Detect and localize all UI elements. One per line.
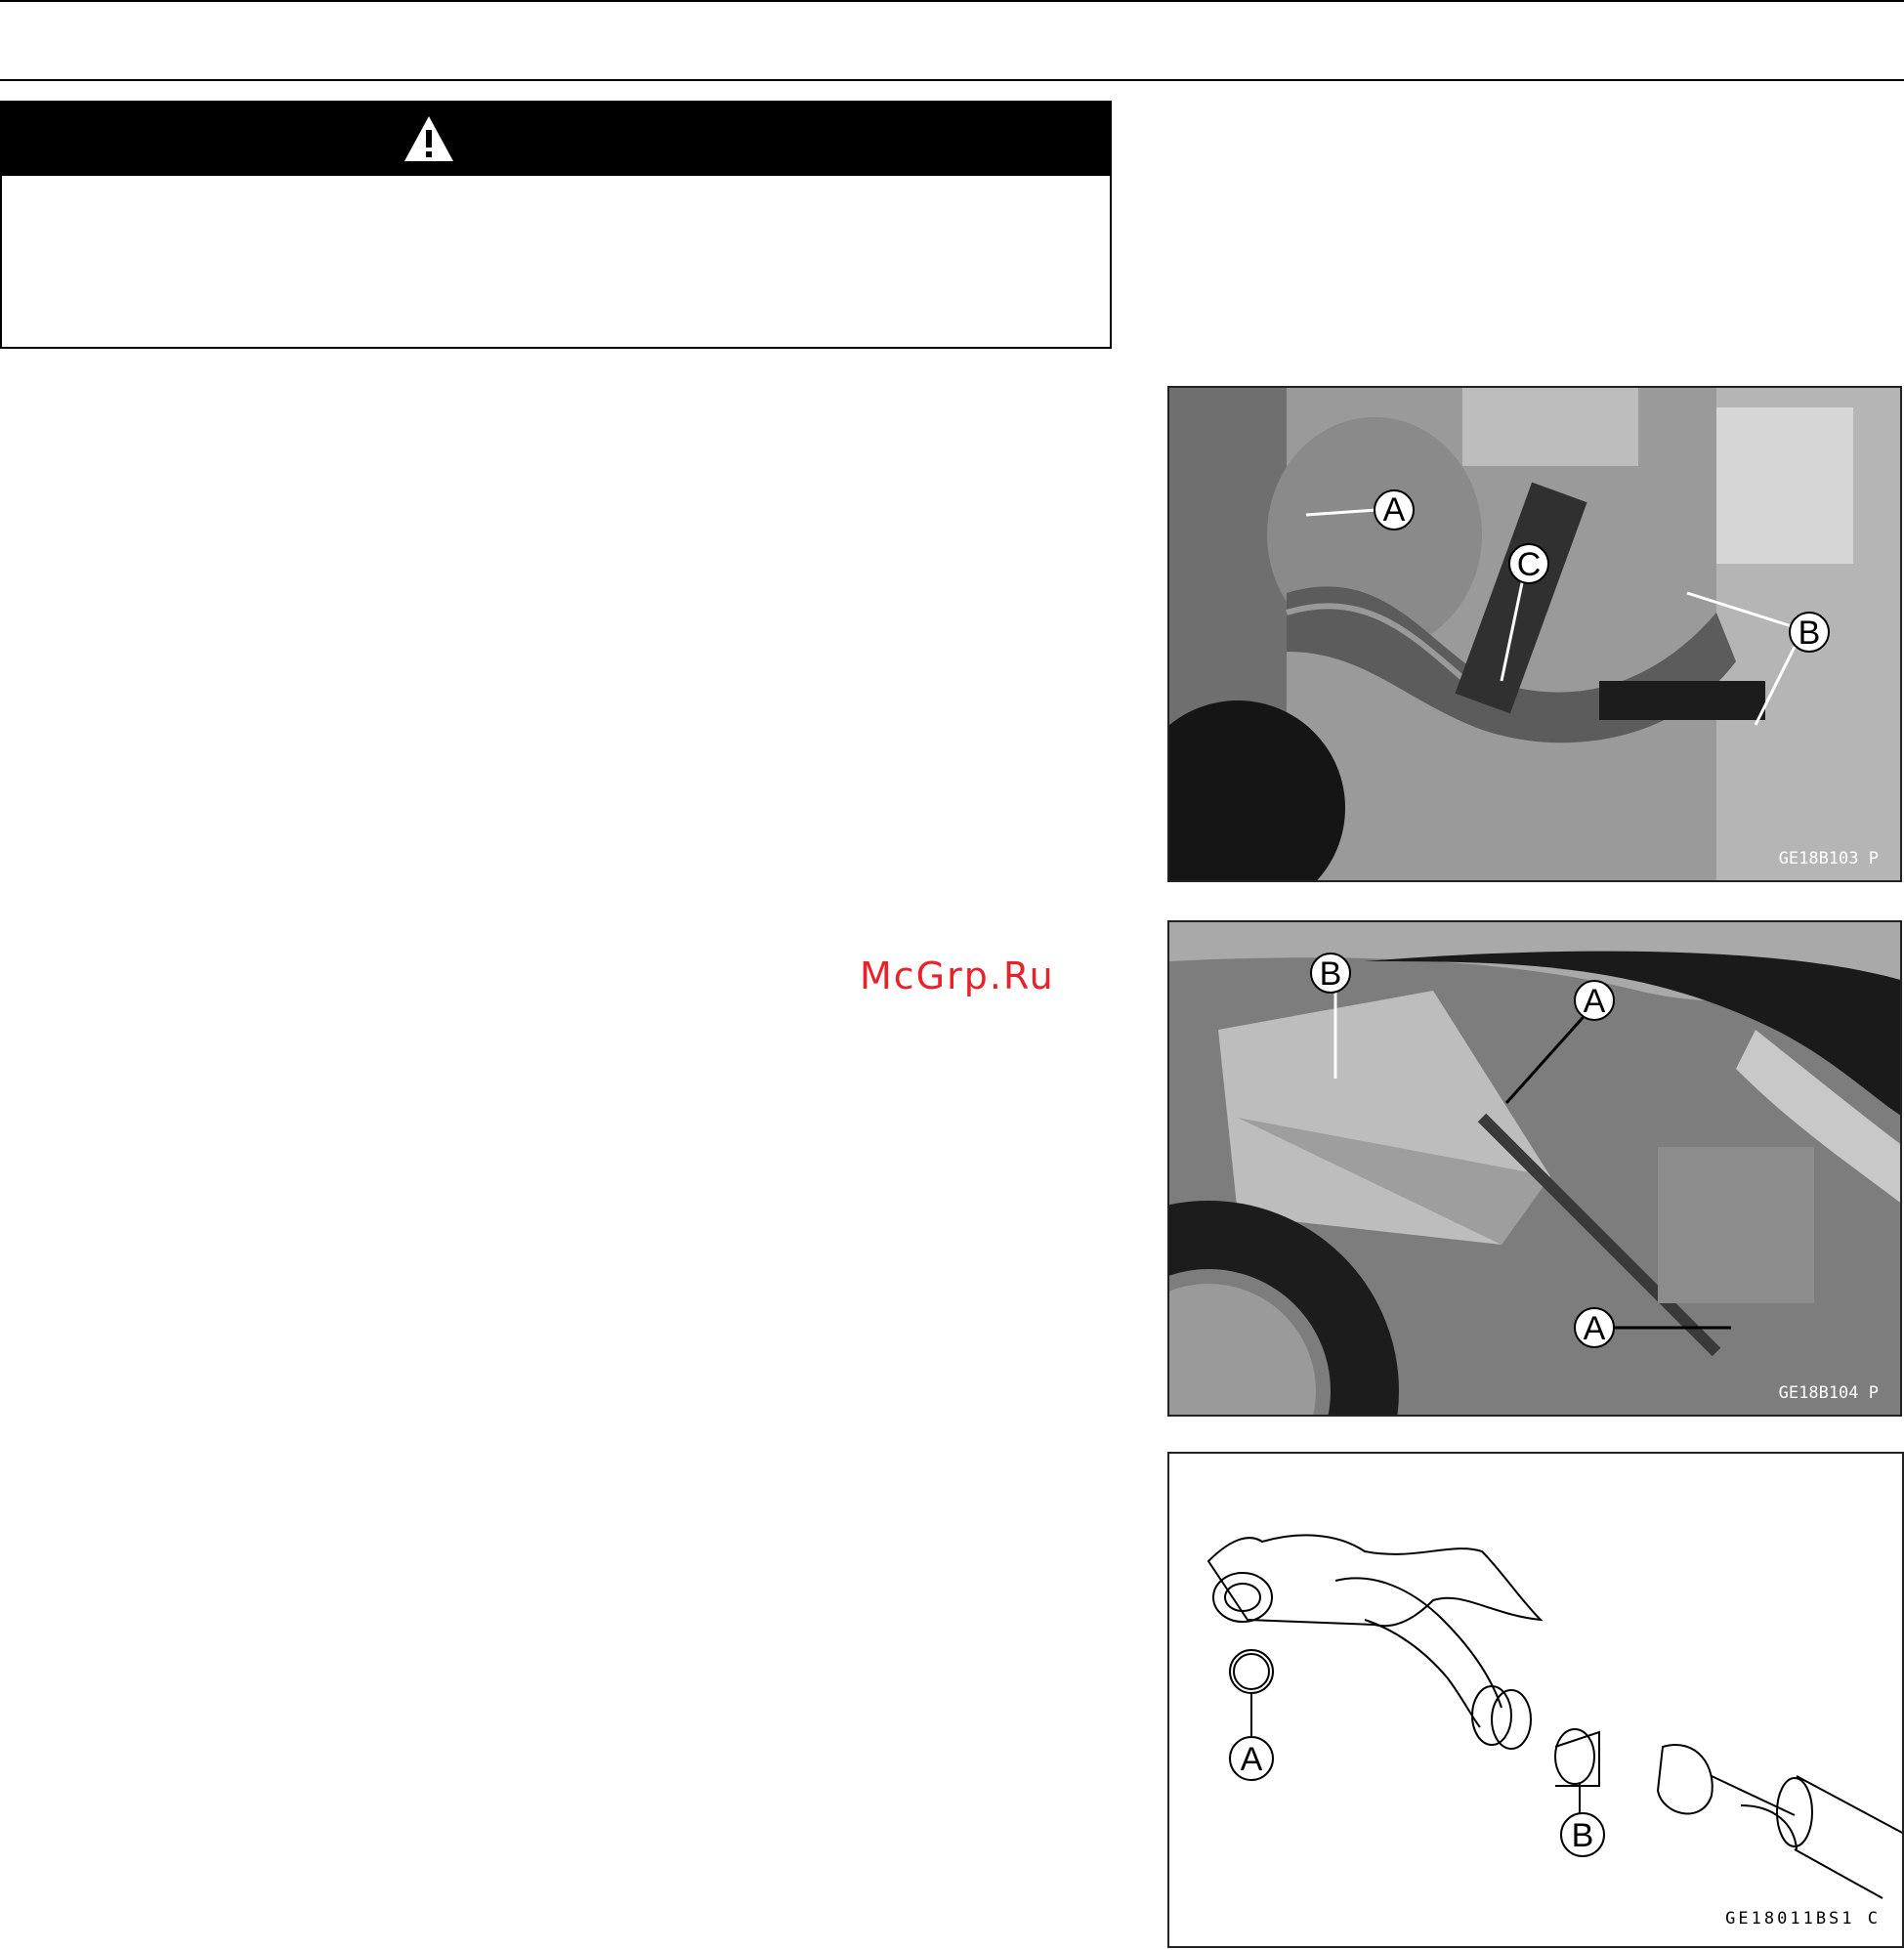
callout-label: A xyxy=(1583,1310,1606,1347)
callout-a xyxy=(1230,1693,1273,1780)
callout-b xyxy=(1561,1784,1604,1856)
callout-label: A xyxy=(1240,1741,1263,1778)
figure-exhaust-exploded-diagram xyxy=(1167,1452,1904,1948)
figure-code: GE18B104 P xyxy=(1778,1383,1879,1403)
callout-label: A xyxy=(1583,983,1606,1020)
callout-label: A xyxy=(1382,491,1406,529)
warning-box xyxy=(0,101,1112,349)
callout-label: B xyxy=(1798,615,1821,652)
callout-label: C xyxy=(1516,546,1542,583)
watermark: McGrp.Ru xyxy=(860,954,1055,997)
figure-code: GE18011BS1 C xyxy=(1725,1909,1881,1929)
callout-label: B xyxy=(1319,955,1342,993)
callout-label: B xyxy=(1571,1817,1594,1854)
exhaust-exploded-drawing xyxy=(1169,1454,1904,1948)
muffler-photo xyxy=(1169,922,1902,1417)
warning-triangle-icon xyxy=(402,114,455,163)
figure-muffler-photo xyxy=(1167,920,1902,1417)
top-rule xyxy=(0,0,1904,2)
figure-code: GE18B103 P xyxy=(1778,849,1879,869)
header-rule xyxy=(0,79,1904,81)
warning-header xyxy=(2,103,1110,176)
figure-exhaust-pipe-photo xyxy=(1167,386,1902,882)
exhaust-pipe-photo xyxy=(1169,388,1902,882)
